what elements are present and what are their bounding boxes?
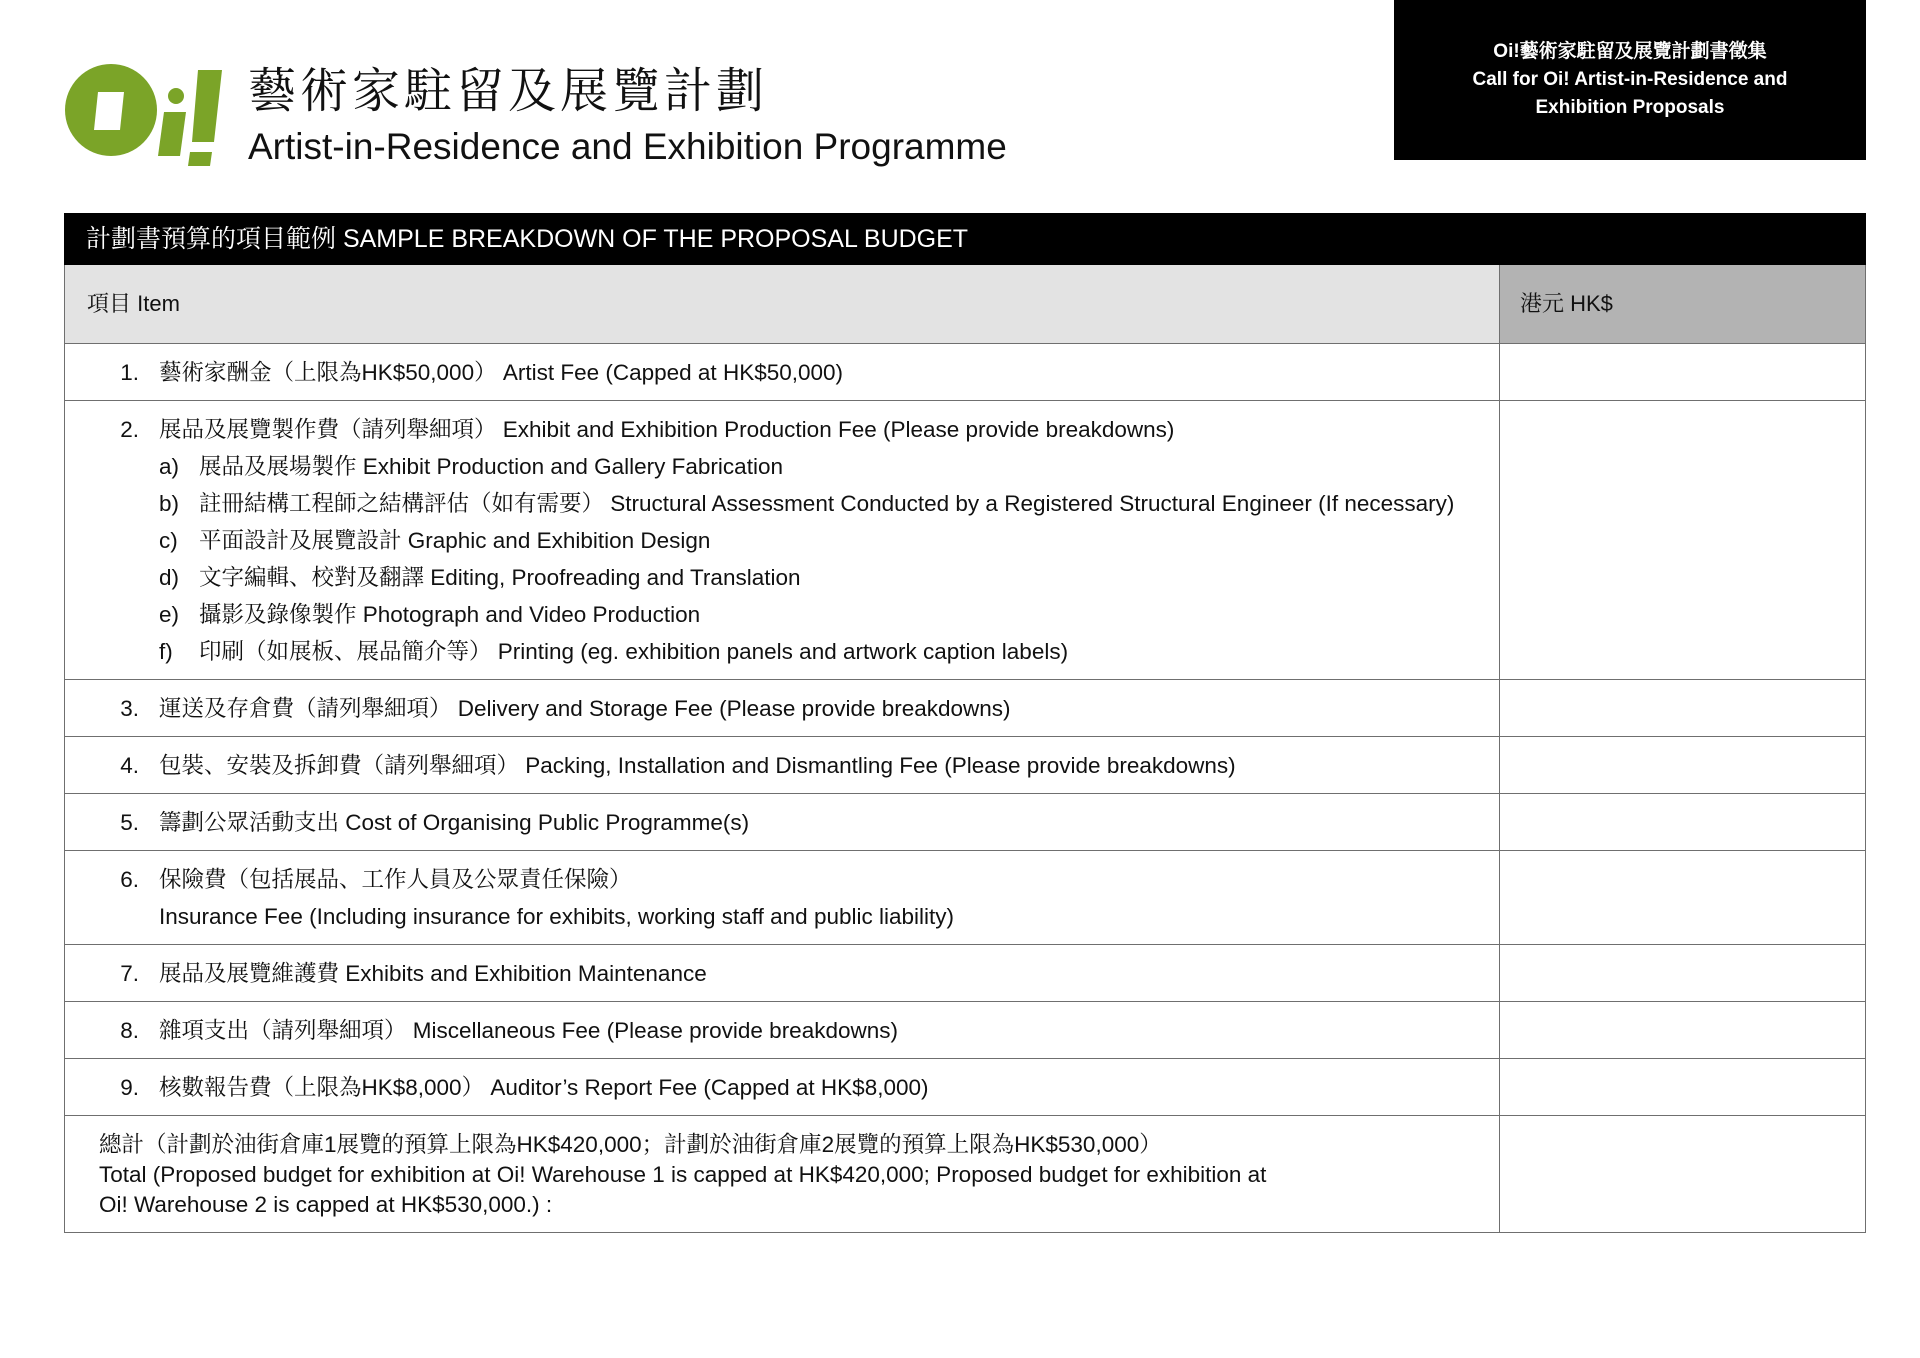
amount-cell[interactable] <box>1500 680 1865 736</box>
table-row <box>64 945 1866 1002</box>
sub-item-letter: a) <box>159 454 180 479</box>
call-box-line-1: Oi!藝術家駐留及展覽計劃書徵集 <box>1493 41 1767 62</box>
sub-item-letter: d) <box>159 565 180 590</box>
call-box-line-3: Exhibition Proposals <box>1535 97 1725 118</box>
sub-item-text: 攝影及錄像製作 Photograph and Video Production <box>199 602 701 627</box>
row-text: 雜項支出（請列舉細項） Miscellaneous Fee (Please provide breakdowns) <box>159 1018 898 1043</box>
page-title-english: Artist-in-Residence and Exhibition Programme <box>248 126 1007 167</box>
row-text: 籌劃公眾活動支出 Cost of Organising Public Programme(s) <box>159 810 750 835</box>
table-row <box>64 851 1866 945</box>
row-text: 核數報告費（上限為HK$8,000） Auditor’s Report Fee (Capped at HK$8,000) <box>159 1075 929 1100</box>
budget-table <box>64 213 1866 1233</box>
total-row <box>64 1116 1866 1233</box>
call-box-line-2: Call for Oi! Artist-in-Residence and <box>1472 69 1788 90</box>
total-amount-cell[interactable] <box>1500 1116 1865 1232</box>
row-number: 5. <box>120 810 139 835</box>
row-number: 7. <box>120 961 139 986</box>
sub-item-letter: f) <box>159 639 173 664</box>
sub-item-text: 印刷（如展板、展品簡介等） Printing (eg. exhibition panels and artwork caption labels) <box>199 639 1069 664</box>
sub-item <box>87 522 1499 559</box>
row-number: 2. <box>120 417 139 442</box>
amount-cell[interactable] <box>1500 737 1865 793</box>
table-row <box>64 344 1866 401</box>
row-number: 4. <box>120 753 139 778</box>
row-number: 9. <box>120 1075 139 1100</box>
row-text: 運送及存倉費（請列舉細項） Delivery and Storage Fee (Please provide breakdowns) <box>159 696 1011 721</box>
row-text: 保險費（包括展品、工作人員及公眾責任保險） <box>159 867 632 892</box>
row-text: 包裝、安裝及拆卸費（請列舉細項） Packing, Installation and Dismantling Fee (Please provide breakdowns) <box>159 753 1236 778</box>
amount-cell[interactable] <box>1500 851 1865 944</box>
total-label-chinese: 總計（計劃於油街倉庫1展覽的預算上限為HK$420,000；計劃於油街倉庫2展覽的預算上限為HK$530,000） <box>99 1132 1162 1157</box>
amount-cell[interactable] <box>1500 794 1865 850</box>
table-row <box>64 680 1866 737</box>
row-text: 藝術家酬金（上限為HK$50,000） Artist Fee (Capped at HK$50,000) <box>159 360 844 385</box>
amount-cell[interactable] <box>1500 945 1865 1001</box>
sub-item <box>87 448 1499 485</box>
row-text: 展品及展覽維護費 Exhibits and Exhibition Maintenance <box>159 961 707 986</box>
row-text-english: Insurance Fee (Including insurance for exhibits, working staff and public liability) <box>159 904 954 929</box>
table-row <box>64 1002 1866 1059</box>
amount-cell[interactable] <box>1500 344 1865 400</box>
sub-item-text: 註冊結構工程師之結構評估（如有需要） Structural Assessment Conducted by a Registered Structural Engineer (If necessary) <box>199 491 1455 516</box>
row-number: 1. <box>120 360 139 385</box>
table-row <box>64 794 1866 851</box>
amount-cell[interactable] <box>1500 1059 1865 1115</box>
row-number: 6. <box>120 867 139 892</box>
sub-item <box>87 559 1499 596</box>
row-number: 8. <box>120 1018 139 1043</box>
table-title: 計劃書預算的項目範例 SAMPLE BREAKDOWN OF THE PROPOSAL BUDGET <box>64 213 1866 265</box>
oi-logo <box>64 60 224 170</box>
row-text: 展品及展覽製作費（請列舉細項） Exhibit and Exhibition Production Fee (Please provide breakdowns) <box>159 417 1175 442</box>
table-row <box>64 737 1866 794</box>
sub-item-letter: e) <box>159 602 180 627</box>
total-label-english-cont: Oi! Warehouse 2 is capped at HK$530,000.) : <box>99 1192 553 1217</box>
page-title-chinese: 藝術家駐留及展覽計劃 <box>248 65 769 118</box>
column-header-amount: 港元 HK$ <box>1500 265 1865 343</box>
call-for-proposals-box <box>1394 0 1866 160</box>
sub-item <box>87 633 1499 670</box>
total-label-english: Total (Proposed budget for exhibition at Oi! Warehouse 1 is capped at HK$420,000; Proposed budget for exhibition at <box>99 1162 1267 1187</box>
table-header-row <box>64 265 1866 344</box>
sub-item-text: 文字編輯、校對及翻譯 Editing, Proofreading and Translation <box>199 565 801 590</box>
row-number: 3. <box>120 696 139 721</box>
sub-item <box>87 485 1499 522</box>
table-row <box>64 1059 1866 1116</box>
sub-item-letter: b) <box>159 491 180 516</box>
sub-item <box>87 596 1499 633</box>
column-header-item: 項目 Item <box>65 265 1500 343</box>
amount-cell[interactable] <box>1500 1002 1865 1058</box>
sub-item-text: 平面設計及展覽設計 Graphic and Exhibition Design <box>199 528 711 553</box>
sub-item-text: 展品及展場製作 Exhibit Production and Gallery Fabrication <box>199 454 783 479</box>
table-row <box>64 401 1866 680</box>
amount-cell[interactable] <box>1500 401 1865 679</box>
sub-item-letter: c) <box>159 528 178 553</box>
